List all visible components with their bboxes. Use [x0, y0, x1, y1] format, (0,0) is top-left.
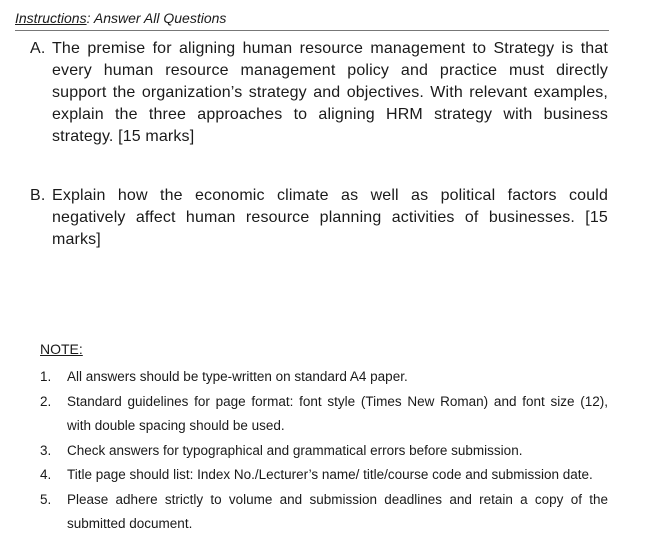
note-item: [40, 390, 608, 439]
note-item-number: 3.: [40, 442, 52, 458]
question-a: [30, 38, 608, 148]
note-item-text: Check answers for typographical and grammatical errors before submission.: [67, 442, 523, 458]
note-section: [40, 340, 608, 537]
note-title: NOTE:: [40, 341, 83, 357]
note-item-number: 1.: [40, 369, 52, 384]
note-item-text: All answers should be type-written on standard A4 paper.: [67, 369, 408, 384]
instructions-label: Instructions: [15, 10, 87, 26]
question-text: Explain how the economic climate as well as political factors could negatively affect human resource planning activities of businesses. [15 marks]: [52, 187, 608, 248]
question-text: The premise for aligning human resource management to Strategy is that every human resource management policy and practice must directly support the organization’s strategy and objectives. With relevant examples, explain the three approaches to aligning HRM strategy with business strategy. [15 marks]: [52, 40, 608, 145]
note-list: [40, 365, 608, 537]
note-item-text: Standard guidelines for page format: font style (Times New Roman) and font size (12), with double spacing should be used.: [67, 393, 608, 433]
note-item: [40, 365, 608, 390]
note-item-number: 2.: [40, 393, 52, 409]
question-letter: B.: [30, 187, 46, 204]
note-item-number: 4.: [40, 467, 52, 482]
question-letter: A.: [30, 40, 46, 57]
note-item: [40, 463, 608, 488]
instructions-header: [15, 9, 609, 31]
note-item: [40, 439, 608, 464]
note-item: [40, 488, 608, 537]
note-item-text: Title page should list: Index No./Lecturer’s name/ title/course code and submission date.: [67, 467, 593, 482]
note-item-number: 5.: [40, 491, 52, 507]
note-item-text: Please adhere strictly to volume and submission deadlines and retain a copy of the submitted document.: [67, 491, 608, 531]
question-b: [30, 185, 608, 251]
instructions-text: : Answer All Questions: [86, 10, 227, 26]
